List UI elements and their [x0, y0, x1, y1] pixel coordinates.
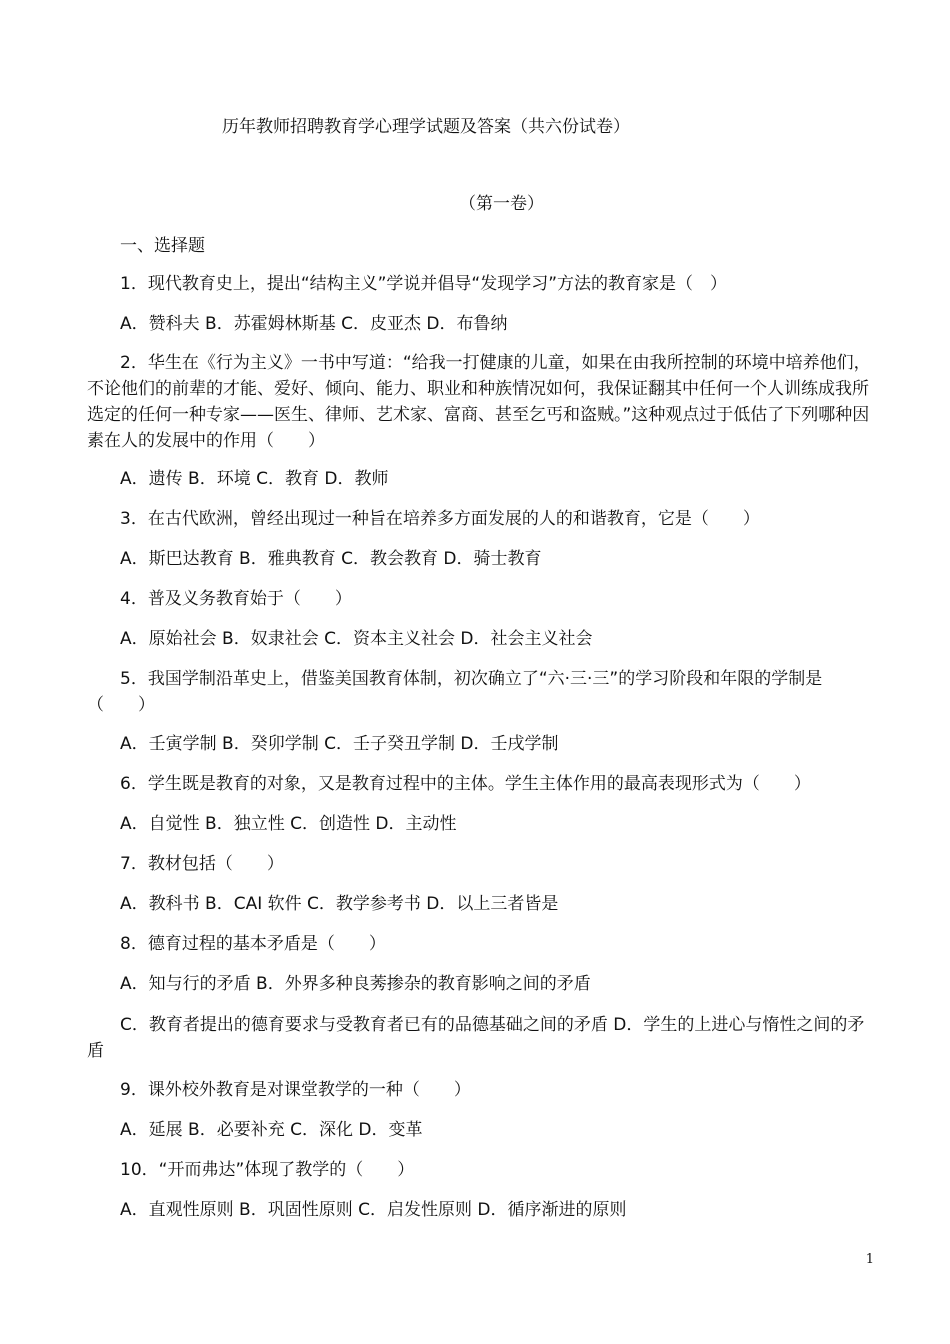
question-10: 10．“开而弗达”体现了教学的（ ）	[120, 1160, 415, 1180]
options-4: A．原始社会 B．奴隶社会 C．资本主义社会 D．社会主义社会	[120, 629, 593, 649]
page-number: 1	[865, 1252, 874, 1267]
options-8-first: A．知与行的矛盾 B．外界多种良莠掺杂的教育影响之间的矛盾	[120, 974, 591, 994]
question-5: 5．我国学制沿革史上，借鉴美国教育体制，初次确立了“六·三·三”的学习阶段和年限的学制是（ ）	[87, 669, 823, 715]
question-4: 4．普及义务教育始于（ ）	[120, 589, 352, 609]
options-9: A．延展 B．必要补充 C．深化 D．变革	[120, 1120, 423, 1140]
question-7: 7．教材包括（ ）	[120, 854, 284, 874]
question-1: 1．现代教育史上，提出“结构主义”学说并倡导“发现学习”方法的教育家是（ ）	[120, 274, 728, 294]
question-9: 9．课外校外教育是对课堂教学的一种（ ）	[120, 1080, 471, 1100]
options-6: A．自觉性 B．独立性 C．创造性 D．主动性	[120, 814, 457, 834]
question-3: 3．在古代欧洲，曾经出现过一种旨在培养多方面发展的人的和谐教育，它是（ ）	[120, 509, 760, 529]
document-title: 历年教师招聘教育学心理学试题及答案（共六份试卷）	[222, 117, 630, 137]
options-5: A．壬寅学制 B．癸卯学制 C．壬子癸丑学制 D．壬戌学制	[120, 734, 559, 754]
options-3: A．斯巴达教育 B．雅典教育 C．教会教育 D．骑士教育	[120, 549, 542, 569]
options-1: A．赞科夫 B．苏霍姆林斯基 C．皮亚杰 D．布鲁纳	[120, 314, 508, 334]
question-6: 6．学生既是教育的对象，又是教育过程中的主体。学生主体作用的最高表现形式为（ ）	[120, 774, 811, 794]
options-7: A．教科书 B．CAI 软件 C．教学参考书 D．以上三者皆是	[120, 894, 559, 914]
question-2: 2．华生在《行为主义》一书中写道：“给我一打健康的儿童，如果在由我所控制的环境中培养他们，不论他们的前辈的才能、爱好、倾向、能力、职业和种族情况如何，我保证翻其中任何一个人训练成我所选定的任何一种专家——医生、律师、艺术家、富商、甚至乞丐和盗贼。”这种观点过于低估了下列哪种因素在人的发展中的作用（ ）	[87, 353, 871, 451]
options-8-second: C．教育者提出的德育要求与受教育者已有的品德基础之间的矛盾 D．学生的上进心与惰性之间的矛盾	[87, 1015, 865, 1061]
section-heading: 一、选择题	[120, 236, 205, 256]
options-10: A．直观性原则 B．巩固性原则 C．启发性原则 D．循序渐进的原则	[120, 1200, 627, 1220]
options-2: A．遗传 B．环境 C．教育 D．教师	[120, 469, 389, 489]
question-8: 8．德育过程的基本矛盾是（ ）	[120, 934, 386, 954]
volume-subtitle: （第一卷）	[459, 194, 544, 214]
